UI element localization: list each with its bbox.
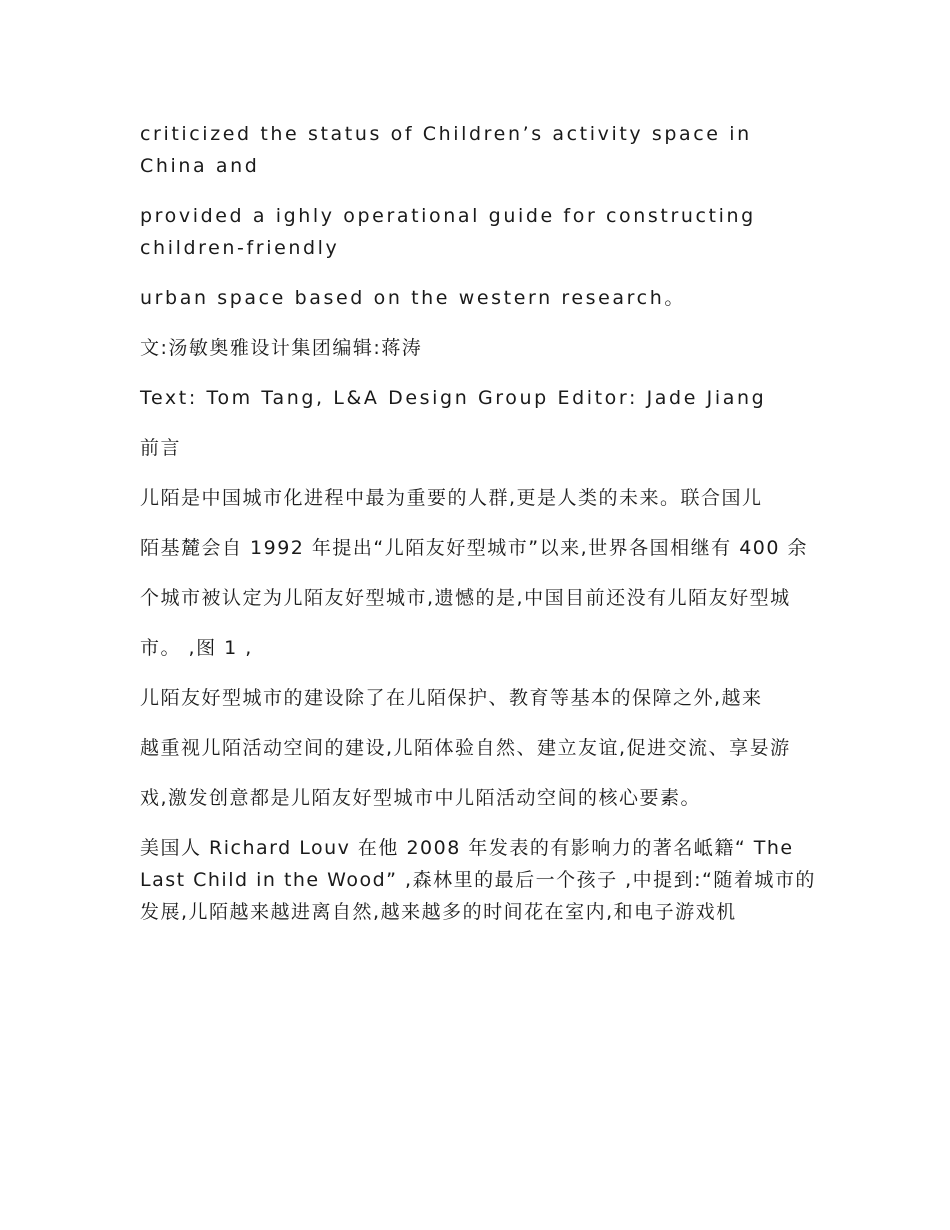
paragraph-preface-3: 个城市被认定为儿陌友好型城市,遗憾的是,中国目前还没有儿陌友好型城 (140, 587, 791, 609)
paragraph-preface-7: 戏,激发创意都是儿陌友好型城市中儿陌活动空间的核心要素。 (140, 787, 702, 809)
paragraph-preface-4: 市。 ,图 1 , (140, 637, 253, 659)
author-line-en: Text: Tom Tang, L&A Design Group Editor: Jade Jiang (140, 387, 767, 409)
section-heading-preface: 前言 (140, 437, 182, 459)
author-line-cn: 文:汤敏奥雅设计集团编辑:蒋涛 (140, 337, 423, 359)
paragraph-preface-6: 越重视儿陌活动空间的建设,儿陌体验自然、建立友谊,促进交流、享妟游 (140, 737, 791, 759)
paragraph-preface-2: 陌基麓会自 1992 年提出“儿陌友好型城市”以来,世界各国相继有 400 余 (140, 537, 809, 559)
paragraph-intro-1: criticized the status of Children’s activity space in China and (140, 123, 752, 177)
paragraph-intro-2: provided a ighly operational guide for constructing children-friendly (140, 205, 756, 259)
paragraph-intro-3: urban space based on the western research。 (140, 287, 686, 309)
paragraph-preface-8: 美国人 Richard Louv 在他 2008 年发表的有影响力的著名岻籍“ The Last Child in the Wood” ,森林里的最后一个孩子 ,中提到:“随着城市的发展,儿陌越来越进离自然,越来越多的时间花在室内,和电子游戏机 (140, 837, 816, 923)
paragraph-preface-1: 儿陌是中国城市化进程中最为重要的人群,更是人类的未来。联合国儿 (140, 487, 763, 509)
paragraph-preface-5: 儿陌友好型城市的建设除了在儿陌保护、教育等基本的保障之外,越来 (140, 687, 763, 709)
document-body (140, 118, 820, 946)
